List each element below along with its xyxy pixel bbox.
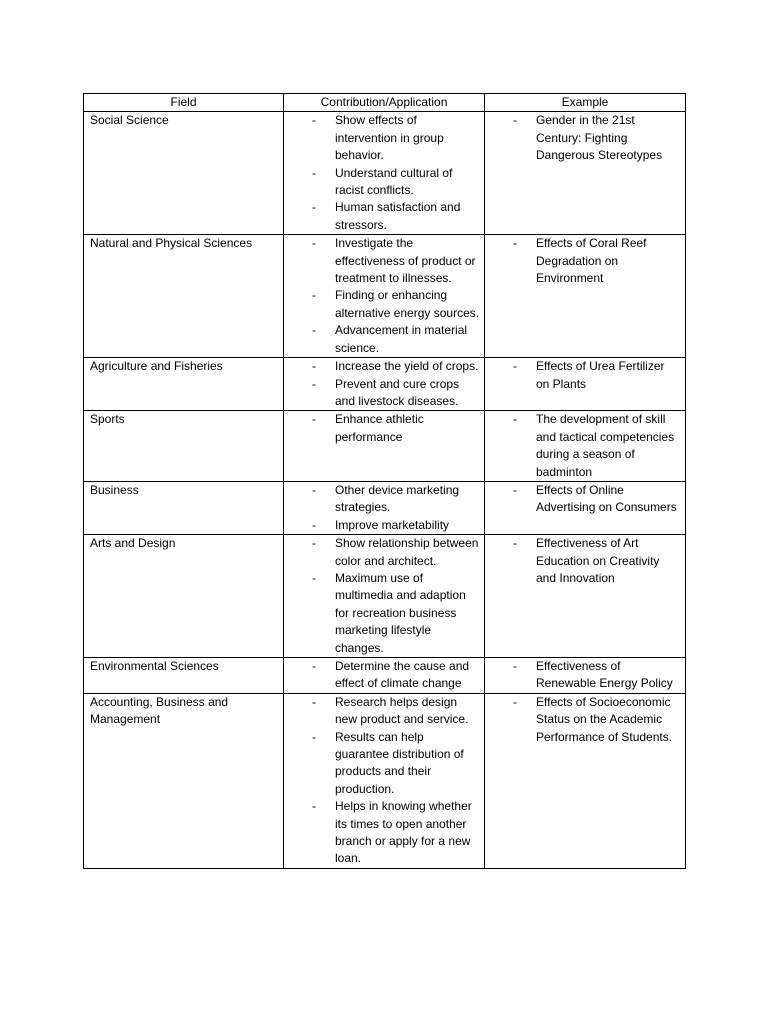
list-item-text: Maximum use of multimedia and adaption for recreation business marketing lifestyle changes. xyxy=(335,570,466,655)
dash-bullet: - xyxy=(312,536,316,551)
list-item-text: Determine the cause and effect of climate change xyxy=(335,659,470,691)
list-item-text: Prevent and cure crops and livestock diseases. xyxy=(335,376,460,408)
dash-bullet: - xyxy=(312,165,316,180)
list-item-text: Helps in knowing whether its times to open another branch or apply for a new loan. xyxy=(335,799,472,866)
dash-bullet: - xyxy=(312,799,316,814)
list-item-text: Enhance athletic performance xyxy=(335,412,424,444)
list-item xyxy=(290,322,480,357)
table-row xyxy=(84,535,686,658)
dash-bullet: - xyxy=(312,482,316,497)
list-item xyxy=(491,694,681,746)
list-item-text: Gender in the 21st Century: Fighting Dangerous Stereotypes xyxy=(536,113,663,163)
dash-bullet: - xyxy=(312,570,316,585)
contribution-cell xyxy=(284,358,485,411)
list-item-text: Effects of Online Advertising on Consumers xyxy=(536,482,677,515)
contribution-list xyxy=(290,358,480,410)
contribution-list xyxy=(290,694,480,868)
list-item xyxy=(491,411,681,481)
dash-bullet: - xyxy=(513,236,517,251)
list-item xyxy=(491,112,681,164)
list-item-text: Increase the yield of crops. xyxy=(335,359,479,374)
dash-bullet: - xyxy=(312,200,316,215)
field-cell: Agriculture and Fisheries xyxy=(84,358,284,411)
dash-bullet: - xyxy=(513,412,517,427)
dash-bullet: - xyxy=(312,113,316,128)
list-item xyxy=(290,658,480,693)
example-cell xyxy=(485,235,686,358)
list-item xyxy=(491,535,681,587)
example-list xyxy=(491,358,681,393)
table-row xyxy=(84,358,686,411)
dash-bullet: - xyxy=(513,694,517,709)
example-list xyxy=(491,694,681,746)
contribution-list xyxy=(290,535,480,657)
contribution-cell xyxy=(284,535,485,658)
field-cell: Environmental Sciences xyxy=(84,658,284,694)
contribution-cell xyxy=(284,411,485,482)
list-item-text: Effectiveness of Art Education on Creativity and Innovation xyxy=(536,536,660,585)
contribution-cell xyxy=(284,235,485,358)
example-cell xyxy=(485,693,686,868)
list-item-text: Understand cultural of racist conflicts. xyxy=(335,165,453,198)
list-item xyxy=(290,235,480,287)
contribution-cell xyxy=(284,481,485,534)
list-item-text: Finding or enhancing alternative energy sources. xyxy=(335,288,480,320)
list-item-text: Effects of Urea Fertilizer on Plants xyxy=(536,359,665,391)
list-item xyxy=(290,376,480,411)
dash-bullet: - xyxy=(513,482,517,497)
dash-bullet: - xyxy=(513,113,517,128)
list-item-text: Investigate the effectiveness of product or treatment to illnesses. xyxy=(335,236,476,286)
contribution-list xyxy=(290,482,480,534)
list-item-text: Research helps design new product and service. xyxy=(335,694,469,727)
example-cell xyxy=(485,535,686,658)
list-item xyxy=(290,165,480,200)
dash-bullet: - xyxy=(312,659,316,673)
list-item xyxy=(290,798,480,868)
dash-bullet: - xyxy=(513,536,517,551)
list-item-text: Improve marketability xyxy=(335,517,450,532)
dash-bullet: - xyxy=(312,412,316,427)
example-list xyxy=(491,482,681,517)
list-item-text: Effectiveness of Renewable Energy Policy xyxy=(536,659,673,691)
header-field: Field xyxy=(84,94,284,112)
list-item xyxy=(290,517,480,534)
field-cell: Social Science xyxy=(84,112,284,235)
contribution-cell xyxy=(284,693,485,868)
example-cell xyxy=(485,112,686,235)
dash-bullet: - xyxy=(312,359,316,374)
header-example: Example xyxy=(485,94,686,112)
contribution-cell xyxy=(284,112,485,235)
contribution-list xyxy=(290,235,480,357)
dash-bullet: - xyxy=(513,659,517,673)
list-item-text: Effects of Coral Reef Degradation on Environment xyxy=(536,236,647,286)
list-item-text: Show effects of intervention in group behavior. xyxy=(335,113,444,163)
list-item-text: Human satisfaction and stressors. xyxy=(335,200,461,232)
list-item xyxy=(290,112,480,164)
list-item xyxy=(290,482,480,517)
list-item xyxy=(491,658,681,693)
dash-bullet: - xyxy=(312,288,316,303)
example-cell xyxy=(485,358,686,411)
list-item xyxy=(290,694,480,729)
table-row xyxy=(84,658,686,694)
list-item xyxy=(491,482,681,517)
table-row xyxy=(84,481,686,534)
list-item-text: Results can help guarantee distribution of products and their production. xyxy=(335,729,464,796)
field-cell: Business xyxy=(84,481,284,534)
list-item xyxy=(290,358,480,375)
dash-bullet: - xyxy=(312,323,316,338)
list-item xyxy=(290,199,480,234)
field-cell: Natural and Physical Sciences xyxy=(84,235,284,358)
dash-bullet: - xyxy=(312,376,316,391)
dash-bullet: - xyxy=(513,359,517,374)
dash-bullet: - xyxy=(312,729,316,744)
header-contribution: Contribution/Application xyxy=(284,94,485,112)
field-cell: Arts and Design xyxy=(84,535,284,658)
table-row xyxy=(84,693,686,868)
contribution-cell xyxy=(284,658,485,694)
table-header-row xyxy=(84,94,686,112)
dash-bullet: - xyxy=(312,236,316,251)
list-item xyxy=(290,729,480,799)
example-list xyxy=(491,658,681,693)
example-cell xyxy=(485,658,686,694)
list-item xyxy=(290,411,480,446)
example-list xyxy=(491,535,681,587)
list-item xyxy=(290,287,480,322)
example-cell xyxy=(485,411,686,482)
field-cell: Accounting, Business and Management xyxy=(84,693,284,868)
list-item xyxy=(290,570,480,657)
contribution-list xyxy=(290,658,480,693)
table-row xyxy=(84,235,686,358)
list-item-text: Advancement in material science. xyxy=(335,323,468,355)
list-item-text: The development of skill and tactical competencies during a season of badminton xyxy=(536,412,675,479)
list-item xyxy=(290,535,480,570)
research-fields-table xyxy=(83,93,686,869)
list-item-text: Show relationship between color and architect. xyxy=(335,536,479,568)
field-cell: Sports xyxy=(84,411,284,482)
example-list xyxy=(491,411,681,481)
table-row xyxy=(84,112,686,235)
list-item xyxy=(491,235,681,287)
example-list xyxy=(491,235,681,287)
contribution-list xyxy=(290,411,480,446)
dash-bullet: - xyxy=(312,517,316,532)
contribution-list xyxy=(290,112,480,234)
example-cell xyxy=(485,481,686,534)
list-item xyxy=(491,358,681,393)
list-item-text: Other device marketing strategies. xyxy=(335,482,460,515)
table-row xyxy=(84,411,686,482)
list-item-text: Effects of Socioeconomic Status on the Academic Performance of Students. xyxy=(536,694,673,744)
table-body xyxy=(84,112,686,868)
dash-bullet: - xyxy=(312,694,316,709)
example-list xyxy=(491,112,681,164)
